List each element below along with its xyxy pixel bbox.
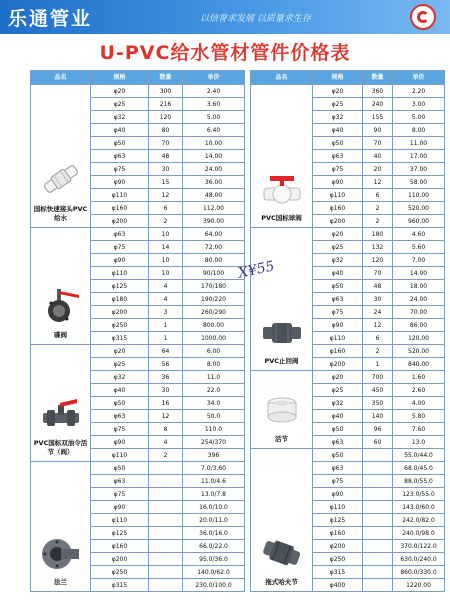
price-cell: 520.00 bbox=[393, 202, 445, 215]
price-cell: 58.00 bbox=[393, 176, 445, 189]
price-cell: 1000.00 bbox=[183, 332, 245, 345]
spec-cell: φ110 bbox=[313, 189, 363, 202]
price-cell: 13.0/7.8 bbox=[183, 488, 245, 501]
spec-cell: φ90 bbox=[313, 488, 363, 501]
qty-cell: 216 bbox=[149, 98, 183, 111]
qty-cell bbox=[363, 540, 393, 553]
qty-cell: 48 bbox=[149, 150, 183, 163]
price-cell: 860.0/330.0 bbox=[393, 566, 445, 579]
qty-cell: 360 bbox=[363, 85, 393, 98]
spec-cell: φ75 bbox=[313, 475, 363, 488]
price-cell: 170/180 bbox=[183, 280, 245, 293]
table-row bbox=[31, 228, 245, 241]
column-header: 品名 bbox=[31, 71, 91, 85]
price-cell: 37.00 bbox=[393, 163, 445, 176]
spec-cell: φ110 bbox=[91, 267, 149, 280]
qty-cell: 2 bbox=[363, 215, 393, 228]
spec-cell: φ110 bbox=[91, 449, 149, 462]
spec-cell: φ25 bbox=[313, 384, 363, 397]
price-cell: 11.00 bbox=[393, 137, 445, 150]
price-cell: 48.00 bbox=[183, 189, 245, 202]
price-cell: 7.00 bbox=[393, 254, 445, 267]
price-cell: 8.00 bbox=[393, 124, 445, 137]
spec-cell: φ200 bbox=[313, 358, 363, 371]
spec-cell: φ125 bbox=[313, 514, 363, 527]
qty-cell: 700 bbox=[363, 371, 393, 384]
spec-cell: φ200 bbox=[313, 540, 363, 553]
product-name: 活节 bbox=[275, 435, 288, 443]
qty-cell bbox=[363, 475, 393, 488]
price-cell: 7.0/3.60 bbox=[183, 462, 245, 475]
spec-cell: φ125 bbox=[91, 280, 149, 293]
price-cell: 390.00 bbox=[183, 215, 245, 228]
product-name: 碟阀 bbox=[54, 331, 67, 339]
price-cell: 6.00 bbox=[183, 345, 245, 358]
product-cell bbox=[31, 345, 91, 462]
qty-cell: 12 bbox=[363, 176, 393, 189]
spec-cell: φ50 bbox=[313, 449, 363, 462]
price-cell: 66.0/22.0 bbox=[183, 540, 245, 553]
price-cell: 95.0/36.0 bbox=[183, 553, 245, 566]
qty-cell: 2 bbox=[149, 449, 183, 462]
spec-cell: φ110 bbox=[91, 189, 149, 202]
spec-cell: φ20 bbox=[313, 228, 363, 241]
table-row bbox=[31, 85, 245, 98]
price-cell: 14.00 bbox=[183, 150, 245, 163]
qty-cell: 450 bbox=[363, 384, 393, 397]
page-title: U-PVC给水管材管件价格表 bbox=[99, 42, 351, 64]
price-cell: 88.0/55.0 bbox=[393, 475, 445, 488]
spec-cell: φ32 bbox=[313, 111, 363, 124]
repair-coupling-icon bbox=[251, 532, 312, 576]
qty-cell bbox=[149, 553, 183, 566]
qty-cell: 2 bbox=[363, 202, 393, 215]
spec-cell: φ50 bbox=[313, 280, 363, 293]
spec-cell: φ110 bbox=[313, 332, 363, 345]
spec-cell: φ160 bbox=[91, 540, 149, 553]
spec-cell: φ63 bbox=[313, 436, 363, 449]
spec-cell: φ63 bbox=[313, 462, 363, 475]
spec-cell: φ90 bbox=[91, 176, 149, 189]
qty-cell: 12 bbox=[149, 410, 183, 423]
spec-cell: φ63 bbox=[91, 410, 149, 423]
spec-cell: φ200 bbox=[91, 306, 149, 319]
price-cell: 55.0/44.0 bbox=[393, 449, 445, 462]
price-cell: 230.0/100.0 bbox=[183, 579, 245, 592]
qty-cell: 70 bbox=[363, 267, 393, 280]
price-cell: 112.00 bbox=[183, 202, 245, 215]
price-cell: 260/290 bbox=[183, 306, 245, 319]
spec-cell: φ200 bbox=[91, 215, 149, 228]
qty-cell: 1 bbox=[363, 358, 393, 371]
price-cell: 630.0/240.0 bbox=[393, 553, 445, 566]
qty-cell: 350 bbox=[363, 397, 393, 410]
spec-cell: φ250 bbox=[91, 566, 149, 579]
spec-cell: φ50 bbox=[91, 137, 149, 150]
price-cell: 22.0 bbox=[183, 384, 245, 397]
qty-cell: 2 bbox=[363, 345, 393, 358]
spec-cell: φ160 bbox=[313, 345, 363, 358]
column-header: 规格 bbox=[91, 71, 149, 85]
price-cell: 34.0 bbox=[183, 397, 245, 410]
spec-cell: φ25 bbox=[313, 241, 363, 254]
spec-cell: φ63 bbox=[91, 475, 149, 488]
spec-cell: φ315 bbox=[91, 579, 149, 592]
qty-cell: 36 bbox=[149, 371, 183, 384]
qty-cell: 10 bbox=[149, 228, 183, 241]
table-row bbox=[251, 85, 445, 98]
qty-cell bbox=[149, 501, 183, 514]
spec-cell: φ110 bbox=[313, 501, 363, 514]
spec-cell: φ20 bbox=[313, 371, 363, 384]
price-cell: 11.0/4.6 bbox=[183, 475, 245, 488]
spec-cell: φ50 bbox=[313, 423, 363, 436]
price-cell: 254/370 bbox=[183, 436, 245, 449]
quick-connector-icon bbox=[31, 159, 90, 203]
price-cell: 2.60 bbox=[393, 384, 445, 397]
spec-cell: φ20 bbox=[313, 85, 363, 98]
qty-cell: 24 bbox=[363, 306, 393, 319]
spec-cell: φ90 bbox=[91, 501, 149, 514]
column-header: 数量 bbox=[363, 71, 393, 85]
spec-cell: φ110 bbox=[91, 514, 149, 527]
spec-cell: φ50 bbox=[91, 397, 149, 410]
spec-cell: φ250 bbox=[91, 319, 149, 332]
product-cell bbox=[31, 462, 91, 592]
product-name: 国标快速接头PVC给水 bbox=[33, 205, 88, 222]
price-cell: 50.0 bbox=[183, 410, 245, 423]
qty-cell: 300 bbox=[149, 85, 183, 98]
qty-cell: 8 bbox=[149, 423, 183, 436]
company-logo-icon bbox=[410, 4, 436, 30]
price-cell: 5.00 bbox=[393, 111, 445, 124]
double-union-valve-icon bbox=[31, 393, 90, 437]
spec-cell: φ160 bbox=[91, 202, 149, 215]
qty-cell: 120 bbox=[149, 111, 183, 124]
qty-cell: 6 bbox=[363, 189, 393, 202]
qty-cell bbox=[363, 579, 393, 592]
qty-cell: 10 bbox=[149, 267, 183, 280]
price-cell: 13.0 bbox=[393, 436, 445, 449]
spec-cell: φ20 bbox=[91, 345, 149, 358]
price-cell: 14.00 bbox=[393, 267, 445, 280]
qty-cell: 15 bbox=[149, 176, 183, 189]
price-cell: 1220.00 bbox=[393, 579, 445, 592]
qty-cell bbox=[363, 462, 393, 475]
qty-cell: 1 bbox=[149, 319, 183, 332]
spec-cell: φ125 bbox=[91, 527, 149, 540]
qty-cell: 6 bbox=[363, 332, 393, 345]
qty-cell bbox=[149, 540, 183, 553]
price-cell: 20.0/11.0 bbox=[183, 514, 245, 527]
price-cell: 110.0 bbox=[183, 423, 245, 436]
product-name: 拖式哈夫节 bbox=[265, 578, 298, 586]
product-cell bbox=[31, 228, 91, 345]
price-cell: 396 bbox=[183, 449, 245, 462]
price-cell: 90/100 bbox=[183, 267, 245, 280]
butterfly-valve-icon bbox=[31, 285, 90, 329]
price-cell: 24.00 bbox=[393, 293, 445, 306]
price-cell: 800.00 bbox=[183, 319, 245, 332]
qty-cell: 90 bbox=[363, 124, 393, 137]
qty-cell: 120 bbox=[363, 254, 393, 267]
price-table-right bbox=[250, 70, 444, 592]
column-header: 数量 bbox=[149, 71, 183, 85]
column-header: 规格 bbox=[313, 71, 363, 85]
qty-cell bbox=[363, 527, 393, 540]
column-header: 品名 bbox=[251, 71, 313, 85]
spec-cell: φ75 bbox=[91, 423, 149, 436]
price-cell: 140.0/62.0 bbox=[183, 566, 245, 579]
product-name: PVC止回阀 bbox=[264, 357, 299, 365]
price-table-left bbox=[30, 70, 244, 592]
price-cell: 143.0/60.0 bbox=[393, 501, 445, 514]
qty-cell: 80 bbox=[149, 124, 183, 137]
spec-cell: φ20 bbox=[91, 85, 149, 98]
price-cell: 6.40 bbox=[183, 124, 245, 137]
qty-cell: 20 bbox=[363, 163, 393, 176]
spec-cell: φ50 bbox=[91, 462, 149, 475]
price-cell: 123.0/55.0 bbox=[393, 488, 445, 501]
qty-cell: 2 bbox=[149, 215, 183, 228]
price-cell: 242.0/82.0 bbox=[393, 514, 445, 527]
qty-cell: 4 bbox=[149, 280, 183, 293]
column-header: 单价 bbox=[393, 71, 445, 85]
qty-cell bbox=[363, 449, 393, 462]
spec-cell: φ32 bbox=[91, 111, 149, 124]
qty-cell: 64 bbox=[149, 345, 183, 358]
union-icon bbox=[251, 389, 312, 433]
price-cell: 11.0 bbox=[183, 371, 245, 384]
product-name: PVC国标球阀 bbox=[261, 214, 302, 222]
spec-cell: φ200 bbox=[91, 553, 149, 566]
price-cell: 120.00 bbox=[393, 332, 445, 345]
spec-cell: φ25 bbox=[313, 98, 363, 111]
product-name: PVC国标双油令活节（阀） bbox=[33, 439, 88, 456]
price-table bbox=[250, 70, 445, 592]
price-cell: 2.40 bbox=[183, 85, 245, 98]
price-cell: 36.00 bbox=[183, 176, 245, 189]
qty-cell: 6 bbox=[149, 202, 183, 215]
spec-cell: φ90 bbox=[313, 319, 363, 332]
price-cell: 80.00 bbox=[183, 254, 245, 267]
qty-cell bbox=[149, 462, 183, 475]
product-name: 法兰 bbox=[54, 578, 67, 586]
qty-cell: 10 bbox=[149, 254, 183, 267]
price-cell: 10.00 bbox=[183, 137, 245, 150]
spec-cell: φ90 bbox=[91, 436, 149, 449]
spec-cell: φ40 bbox=[91, 384, 149, 397]
spec-cell: φ160 bbox=[313, 202, 363, 215]
price-cell: 4.60 bbox=[393, 228, 445, 241]
qty-cell: 70 bbox=[149, 137, 183, 150]
flange-icon bbox=[31, 532, 90, 576]
spec-cell: φ63 bbox=[91, 228, 149, 241]
qty-cell bbox=[363, 488, 393, 501]
qty-cell bbox=[149, 475, 183, 488]
price-cell: 64.00 bbox=[183, 228, 245, 241]
qty-cell: 56 bbox=[149, 358, 183, 371]
qty-cell bbox=[149, 566, 183, 579]
qty-cell: 132 bbox=[363, 241, 393, 254]
qty-cell: 30 bbox=[149, 384, 183, 397]
price-cell: 840.00 bbox=[393, 358, 445, 371]
price-cell: 2.20 bbox=[393, 85, 445, 98]
price-cell: 70.00 bbox=[393, 306, 445, 319]
qty-cell: 14 bbox=[149, 241, 183, 254]
spec-cell: φ25 bbox=[91, 358, 149, 371]
price-cell: 3.60 bbox=[183, 98, 245, 111]
spec-cell: φ75 bbox=[91, 241, 149, 254]
qty-cell: 4 bbox=[149, 436, 183, 449]
qty-cell bbox=[363, 514, 393, 527]
spec-cell: φ75 bbox=[313, 163, 363, 176]
spec-cell: φ40 bbox=[313, 124, 363, 137]
price-cell: 5.60 bbox=[393, 241, 445, 254]
spec-cell: φ200 bbox=[313, 215, 363, 228]
qty-cell bbox=[149, 579, 183, 592]
spec-cell: φ160 bbox=[313, 527, 363, 540]
qty-cell bbox=[149, 514, 183, 527]
qty-cell: 155 bbox=[363, 111, 393, 124]
price-cell: 16.0/10.0 bbox=[183, 501, 245, 514]
spec-cell: φ32 bbox=[91, 371, 149, 384]
qty-cell: 40 bbox=[363, 150, 393, 163]
product-cell bbox=[251, 228, 313, 371]
spec-cell: φ75 bbox=[91, 163, 149, 176]
spec-cell: φ90 bbox=[91, 254, 149, 267]
price-cell: 5.80 bbox=[393, 410, 445, 423]
spec-cell: φ50 bbox=[313, 137, 363, 150]
price-cell: 4.00 bbox=[393, 397, 445, 410]
price-cell: 110.00 bbox=[393, 189, 445, 202]
price-table bbox=[30, 70, 245, 592]
price-cell: 18.00 bbox=[393, 280, 445, 293]
spec-cell: φ40 bbox=[91, 124, 149, 137]
price-cell: 520.00 bbox=[393, 345, 445, 358]
spec-cell: φ40 bbox=[313, 410, 363, 423]
price-cell: 240.0/98.0 bbox=[393, 527, 445, 540]
slogan: 以信誉求发展 以质量求生存 bbox=[200, 14, 311, 24]
product-cell bbox=[31, 85, 91, 228]
spec-cell: φ32 bbox=[313, 254, 363, 267]
qty-cell bbox=[363, 553, 393, 566]
qty-cell: 3 bbox=[149, 306, 183, 319]
product-cell bbox=[251, 449, 313, 592]
price-cell: 190/220 bbox=[183, 293, 245, 306]
price-cell: 17.00 bbox=[393, 150, 445, 163]
table-row bbox=[251, 371, 445, 384]
product-cell bbox=[251, 371, 313, 449]
qty-cell: 1 bbox=[149, 332, 183, 345]
table-row bbox=[251, 228, 445, 241]
qty-cell: 70 bbox=[363, 137, 393, 150]
price-cell: 86.00 bbox=[393, 319, 445, 332]
qty-cell bbox=[363, 501, 393, 514]
price-cell: 3.00 bbox=[393, 98, 445, 111]
ball-valve-icon bbox=[251, 168, 312, 212]
spec-cell: φ180 bbox=[91, 293, 149, 306]
price-cell: 5.00 bbox=[183, 111, 245, 124]
qty-cell bbox=[149, 527, 183, 540]
price-cell: 72.00 bbox=[183, 241, 245, 254]
spec-cell: φ63 bbox=[313, 150, 363, 163]
qty-cell: 16 bbox=[149, 397, 183, 410]
table-row bbox=[251, 449, 445, 462]
spec-cell: φ315 bbox=[313, 566, 363, 579]
spec-cell: φ75 bbox=[91, 488, 149, 501]
qty-cell: 12 bbox=[149, 189, 183, 202]
qty-cell: 12 bbox=[363, 319, 393, 332]
spec-cell: φ250 bbox=[313, 553, 363, 566]
qty-cell: 140 bbox=[363, 410, 393, 423]
spec-cell: φ32 bbox=[313, 397, 363, 410]
qty-cell: 180 bbox=[363, 228, 393, 241]
qty-cell: 4 bbox=[149, 293, 183, 306]
spec-cell: φ75 bbox=[313, 306, 363, 319]
spec-cell: φ63 bbox=[313, 293, 363, 306]
qty-cell: 30 bbox=[149, 163, 183, 176]
product-cell bbox=[251, 85, 313, 228]
qty-cell: 240 bbox=[363, 98, 393, 111]
qty-cell: 96 bbox=[363, 423, 393, 436]
price-cell: 960.00 bbox=[393, 215, 445, 228]
price-cell: 1.60 bbox=[393, 371, 445, 384]
price-cell: 36.0/16.0 bbox=[183, 527, 245, 540]
spec-cell: φ90 bbox=[313, 176, 363, 189]
column-header: 单价 bbox=[183, 71, 245, 85]
spec-cell: φ400 bbox=[313, 579, 363, 592]
qty-cell bbox=[149, 488, 183, 501]
table-row bbox=[31, 462, 245, 475]
qty-cell: 30 bbox=[363, 293, 393, 306]
table-row bbox=[31, 345, 245, 358]
check-valve-icon bbox=[251, 311, 312, 355]
spec-cell: φ40 bbox=[313, 267, 363, 280]
spec-cell: φ25 bbox=[91, 98, 149, 111]
qty-cell: 60 bbox=[363, 436, 393, 449]
price-cell: 7.60 bbox=[393, 423, 445, 436]
brand-name: 乐通管业 bbox=[8, 8, 93, 30]
qty-cell bbox=[363, 566, 393, 579]
qty-cell: 48 bbox=[363, 280, 393, 293]
price-cell: 8.00 bbox=[183, 358, 245, 371]
price-cell: 68.0/45.0 bbox=[393, 462, 445, 475]
price-cell: 24.00 bbox=[183, 163, 245, 176]
spec-cell: φ63 bbox=[91, 150, 149, 163]
handwritten-annotation: X¥55 bbox=[236, 258, 276, 282]
price-cell: 370.0/122.0 bbox=[393, 540, 445, 553]
header-banner bbox=[0, 0, 450, 34]
spec-cell: φ315 bbox=[91, 332, 149, 345]
